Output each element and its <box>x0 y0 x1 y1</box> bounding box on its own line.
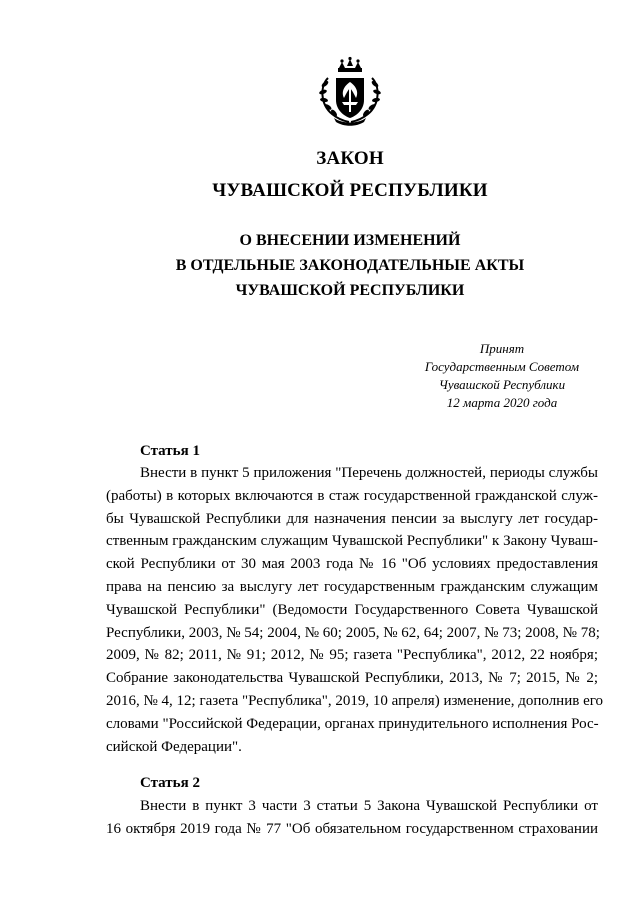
law-title: ЗАКОН <box>316 148 384 169</box>
subtitle-line: В ОТДЕЛЬНЫЕ ЗАКОНОДАТЕЛЬНЫЕ АКТЫ <box>175 257 525 274</box>
article-1-body <box>106 462 603 758</box>
subtitle-line: О ВНЕСЕНИИ ИЗМЕНЕНИЙ <box>239 232 461 249</box>
text-line: Собрание законодательства Чувашской Республики, 2013, № 7; 2015, № 2; <box>106 670 598 687</box>
text-line: сийской Федерации". <box>106 738 242 755</box>
text-line: Чувашской Республики" (Ведомости Государственного Совета Чувашской <box>106 601 598 618</box>
article-1-heading: Статья 1 <box>140 443 200 459</box>
text-line: 2016, № 4, 12; газета "Республика", 2019, 10 апреля) изменение, дополнив его <box>106 692 603 709</box>
text-line: Внести в пункт 5 приложения "Перечень должностей, периоды службы <box>140 465 598 481</box>
chuvash-emblem-icon <box>314 56 384 128</box>
text-line: ственным гражданским служащим Чувашской Республики" к Закону Чуваш- <box>106 533 598 550</box>
text-line: Внести в пункт 3 части 3 статьи 5 Закона Чувашской Республики от <box>140 798 598 814</box>
adoption-note <box>402 340 602 412</box>
text-line: Республики, 2003, № 54; 2004, № 60; 2005, № 62, 64; 2007, № 73; 2008, № 78; <box>106 624 600 641</box>
article-2-body <box>106 795 598 841</box>
text-line: словами "Российской Федерации, органах принудительного исполнения Рос- <box>106 715 599 732</box>
subtitle-line: ЧУВАШСКОЙ РЕСПУБЛИКИ <box>235 282 465 299</box>
article-2-heading: Статья 2 <box>140 775 200 791</box>
adoption-date: 12 марта 2020 года <box>446 395 558 410</box>
adoption-line: Принят <box>479 341 525 356</box>
republic-title: ЧУВАШСКОЙ РЕСПУБЛИКИ <box>212 180 488 201</box>
text-line: ской Республики от 30 мая 2003 года № 16 "Об условиях предоставления <box>106 556 598 573</box>
text-line: 2009, № 82; 2011, № 91; 2012, № 95; газета "Республика", 2012, 22 ноября; <box>106 647 598 664</box>
text-line: (работы) в которых включаются в стаж государственной гражданской служ- <box>106 487 598 504</box>
text-line: 16 октября 2019 года № 77 "Об обязательном государственном страховании <box>106 820 598 837</box>
text-line: права на пенсию за выслугу лет государственным гражданским служащим <box>106 578 598 595</box>
adoption-line: Чувашской Республики <box>438 377 566 392</box>
adoption-line: Государственным Советом <box>424 359 580 374</box>
text-line: бы Чувашской Республики для назначения пенсии за выслугу лет государ- <box>106 510 598 527</box>
